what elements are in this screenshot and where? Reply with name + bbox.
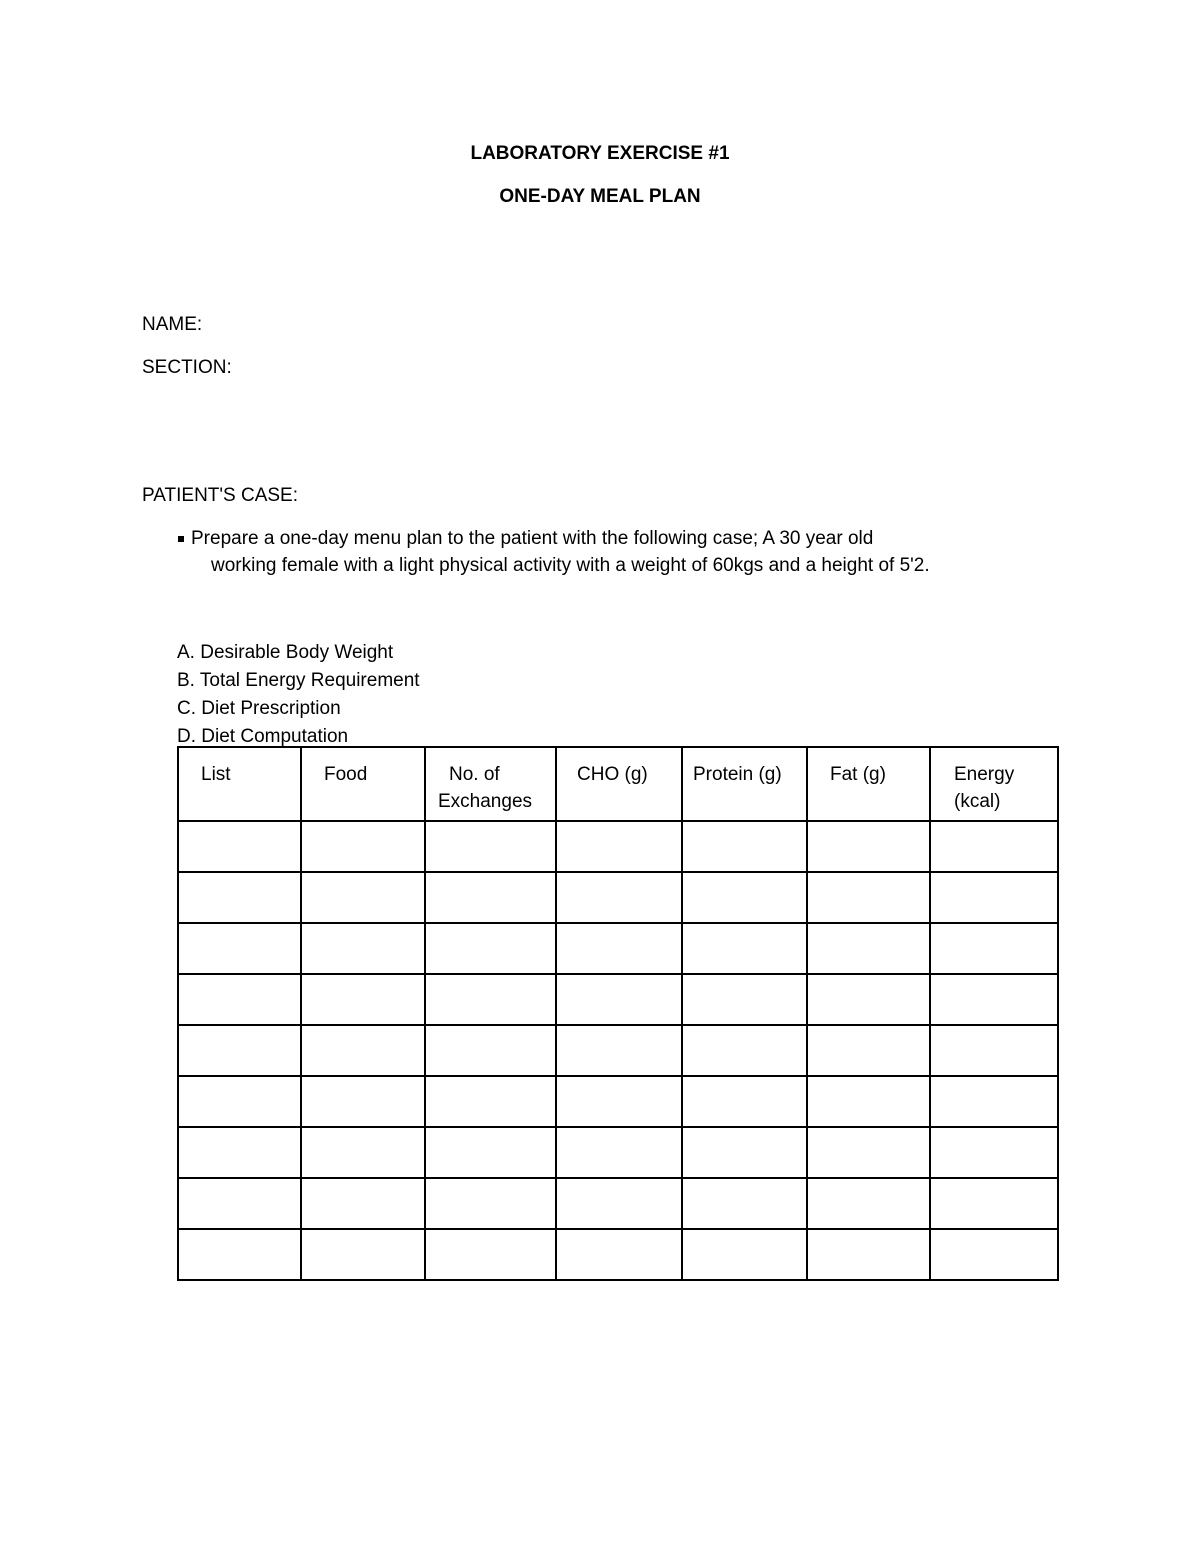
exercise-subtitle: ONE-DAY MEAL PLAN [499,186,701,207]
header-exchanges-line1: No. of [449,764,500,785]
case-text-line-2: working female with a light physical activity with a weight of 60kgs and a height of 5'2. [211,555,930,576]
section-label: SECTION: [142,357,232,378]
table-cell[interactable] [425,1229,556,1280]
task-list [177,639,420,751]
table-cell[interactable] [930,974,1058,1025]
header-exchanges [425,747,556,821]
header-cho-text: CHO (g) [577,764,648,785]
task-item-b: B. Total Energy Requirement [177,670,420,691]
header-energy [930,747,1058,821]
table-row [178,1076,1058,1127]
header-list-text: List [201,764,231,785]
table-cell[interactable] [301,1025,425,1076]
table-cell[interactable] [682,923,807,974]
header-energy-line2: (kcal) [954,791,1001,812]
header-energy-line1: Energy [954,764,1015,785]
table-cell[interactable] [807,821,930,872]
task-item-c: C. Diet Prescription [177,698,341,719]
table-cell[interactable] [425,872,556,923]
table-cell[interactable] [178,1229,301,1280]
table-cell[interactable] [930,821,1058,872]
table-cell[interactable] [178,1025,301,1076]
table-cell[interactable] [682,1076,807,1127]
table-row [178,1127,1058,1178]
task-item-d: D. Diet Computation [177,726,349,747]
table-cell[interactable] [178,872,301,923]
name-label: NAME: [142,314,203,335]
header-cho [556,747,682,821]
table-row [178,974,1058,1025]
header-food-text: Food [324,764,368,785]
table-cell[interactable] [930,872,1058,923]
task-item-a: A. Desirable Body Weight [177,642,394,663]
table-cell[interactable] [301,974,425,1025]
table-cell[interactable] [178,821,301,872]
table-cell[interactable] [301,1229,425,1280]
table-cell[interactable] [178,1178,301,1229]
bullet-icon [178,536,184,542]
table-cell[interactable] [556,1025,682,1076]
table-cell[interactable] [301,1127,425,1178]
patient-case-label: PATIENT'S CASE: [142,485,299,506]
table-cell[interactable] [425,1076,556,1127]
table-cell[interactable] [682,872,807,923]
table-cell[interactable] [301,1178,425,1229]
table-cell[interactable] [930,1076,1058,1127]
table-cell[interactable] [556,1178,682,1229]
table-cell[interactable] [807,1229,930,1280]
table-cell[interactable] [807,872,930,923]
table-cell[interactable] [930,1025,1058,1076]
table-cell[interactable] [178,1076,301,1127]
header-list [178,747,301,821]
table-cell[interactable] [425,1127,556,1178]
table-body [178,821,1058,1280]
table-cell[interactable] [682,1127,807,1178]
table-cell[interactable] [301,821,425,872]
table-cell[interactable] [807,1025,930,1076]
header-protein-text: Protein (g) [693,764,782,785]
header-food [301,747,425,821]
table-cell[interactable] [807,1127,930,1178]
diet-computation-table [177,746,1059,1281]
table-cell[interactable] [556,1076,682,1127]
table-cell[interactable] [807,974,930,1025]
table-cell[interactable] [807,923,930,974]
table-cell[interactable] [178,974,301,1025]
table-cell[interactable] [556,821,682,872]
header-exchanges-line2: Exchanges [438,791,533,812]
table-cell[interactable] [301,1076,425,1127]
header-protein [682,747,807,821]
table-cell[interactable] [930,1178,1058,1229]
table-header-row [178,747,1058,821]
header-fat [807,747,930,821]
table-cell[interactable] [178,923,301,974]
table-cell[interactable] [556,974,682,1025]
table-cell[interactable] [425,923,556,974]
table-cell[interactable] [178,1127,301,1178]
table-cell[interactable] [930,1229,1058,1280]
table-cell[interactable] [930,1127,1058,1178]
case-text-line-1: Prepare a one-day menu plan to the patient with the following case; A 30 year old [191,528,874,549]
table-cell[interactable] [930,923,1058,974]
table-cell[interactable] [682,821,807,872]
table-cell[interactable] [425,821,556,872]
table-row [178,1178,1058,1229]
table-row [178,821,1058,872]
table-cell[interactable] [301,872,425,923]
table-cell[interactable] [425,1025,556,1076]
table-cell[interactable] [425,974,556,1025]
header-fat-text: Fat (g) [830,764,886,785]
table-cell[interactable] [556,923,682,974]
table-cell[interactable] [682,974,807,1025]
table-row [178,923,1058,974]
table-cell[interactable] [556,872,682,923]
exercise-title: LABORATORY EXERCISE #1 [470,143,730,164]
table-cell[interactable] [556,1229,682,1280]
table-cell[interactable] [682,1229,807,1280]
table-cell[interactable] [301,923,425,974]
table-cell[interactable] [807,1076,930,1127]
table-row [178,872,1058,923]
table-cell[interactable] [807,1178,930,1229]
table-cell[interactable] [682,1025,807,1076]
table-row [178,1025,1058,1076]
table-cell[interactable] [682,1178,807,1229]
table-cell[interactable] [556,1127,682,1178]
table-row [178,1229,1058,1280]
table-cell[interactable] [425,1178,556,1229]
